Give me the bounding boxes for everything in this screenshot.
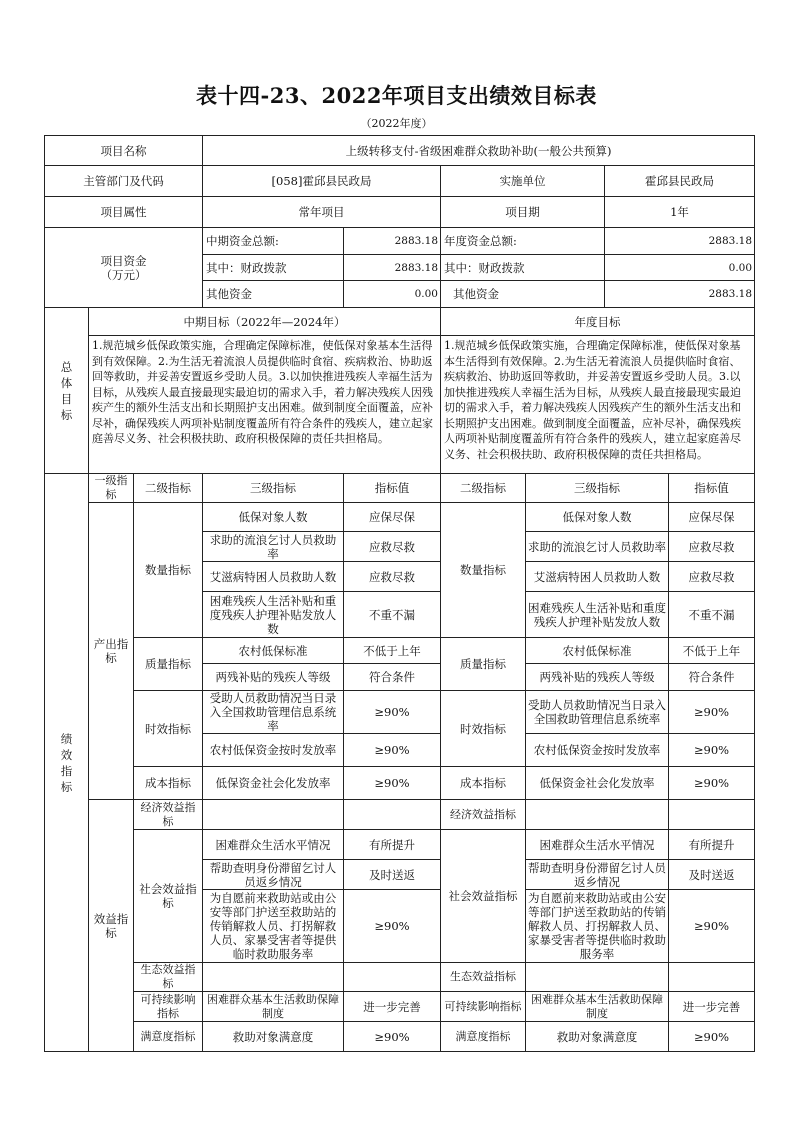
l3-cell-year: 救助对象满意度 [526,1022,669,1052]
table-row [45,767,755,800]
year-fiscal-value: 0.00 [605,255,755,281]
l3-cell: 低保对象人数 [203,503,344,532]
value-cell-year: 有所提升 [669,830,755,860]
timeliness-label-year: 时效指标 [441,691,526,767]
benefit-label: 效益指标 [89,800,134,1052]
row-dept [45,166,755,197]
value-cell-year: 不重不漏 [669,592,755,638]
header-l2: 二级指标 [134,474,203,503]
dept-value: [058]霍邱县民政局 [203,166,441,197]
value-cell: 不重不漏 [344,592,441,638]
table-row [45,800,755,830]
table-row [45,1022,755,1052]
l3-cell: 救助对象满意度 [203,1022,344,1052]
goals-label-text: 总体目标 [60,359,73,422]
row-project-name [45,136,755,166]
quantity-label: 数量指标 [134,503,203,638]
value-cell-year [669,963,755,992]
output-label: 产出指标 [89,503,134,800]
social-label-year: 社会效益指标 [441,830,526,963]
value-cell-year: 进一步完善 [669,992,755,1022]
header-l1: 一级指标 [89,474,134,503]
l3-cell-year: 受助人员救助情况当日录入全国救助管理信息系统率 [526,691,669,734]
ecological-label: 生态效益指标 [134,963,203,992]
social-label: 社会效益指标 [134,830,203,963]
quality-label-year: 质量指标 [441,638,526,691]
l3-cell: 艾滋病特困人员救助人数 [203,562,344,592]
year-other-value: 2883.18 [605,281,755,308]
indicators-label [45,474,89,1052]
mid-fiscal-label: 其中：财政拨款 [203,255,344,281]
quality-label: 质量指标 [134,638,203,691]
indicator-header-row [45,474,755,503]
value-cell-year: ≥90% [669,734,755,767]
value-cell [344,800,441,830]
project-name-label: 项目名称 [45,136,203,166]
table-row [45,691,755,734]
l3-cell-year [526,800,669,830]
l3-cell: 农村低保标准 [203,638,344,664]
timeliness-label: 时效指标 [134,691,203,767]
table-row [45,503,755,532]
satisfaction-label-year: 满意度指标 [441,1022,526,1052]
dept-label: 主管部门及代码 [45,166,203,197]
value-cell-year: 不低于上年 [669,638,755,664]
economic-label-year: 经济效益指标 [441,800,526,830]
l3-cell: 困难群众生活水平情况 [203,830,344,860]
value-cell: ≥90% [344,767,441,800]
economic-label: 经济效益指标 [134,800,203,830]
table-row [45,992,755,1022]
l3-cell: 为自愿前来救助站或由公安等部门护送至救助站的传销解救人员、打拐解救人员、家暴受害者等提供临时救助服务率 [203,890,344,963]
funds-label [45,228,203,308]
mid-total-value: 2883.18 [344,228,441,255]
value-cell: ≥90% [344,734,441,767]
impl-value: 霍邱县民政局 [605,166,755,197]
l3-cell-year: 艾滋病特困人员救助人数 [526,562,669,592]
value-cell-year: ≥90% [669,1022,755,1052]
goals-header-row [45,308,755,336]
l3-cell: 农村低保资金按时发放率 [203,734,344,767]
goals-label [45,308,89,474]
mid-fiscal-value: 2883.18 [344,255,441,281]
goals-table [44,307,755,474]
period-value: 1年 [605,197,755,228]
value-cell: 符合条件 [344,664,441,691]
row-funds-total [45,228,755,255]
row-attr [45,197,755,228]
l3-cell: 困难残疾人生活补贴和重度残疾人护理补贴发放人数 [203,592,344,638]
mid-total-label: 中期资金总额: [203,228,344,255]
attr-label: 项目属性 [45,197,203,228]
period-label: 项目期 [441,197,605,228]
page-subtitle: （2022年度） [360,117,433,130]
l3-cell-year: 困难群众生活水平情况 [526,830,669,860]
l3-cell-year: 低保对象人数 [526,503,669,532]
l3-cell-year: 农村低保标准 [526,638,669,664]
value-cell-year: ≥90% [669,767,755,800]
funds-label-text: 项目资金 [100,253,147,268]
sustainable-label-year: 可持续影响指标 [441,992,526,1022]
value-cell-year: 符合条件 [669,664,755,691]
header-l2-year: 二级指标 [441,474,526,503]
l3-cell-year: 低保资金社会化发放率 [526,767,669,800]
funds-unit: （万元） [100,267,147,282]
l3-cell-year: 困难残疾人生活补贴和重度残疾人护理补贴发放人数 [526,592,669,638]
project-name-value: 上级转移支付-省级困难群众救助补助(一般公共预算) [203,136,755,166]
value-cell: 及时送返 [344,860,441,890]
table-row [45,638,755,664]
quantity-label-year: 数量指标 [441,503,526,638]
mid-goal-text: 1.规范城乡低保政策实施，合理确定保障标准，使低保对象基本生活得到有效保障。2.为生活无着流浪人员提供临时食宿、疾病救治、协助返回等救助，并妥善安置返乡受助人员。3.以加快推进残疾人幸福生活为目标，从残疾人最直接最现实最迫切的需求入手，着力解决残疾人因残疾产生的额外生活支出和长期照护支出困难。做到制度全面覆盖，应补尽补，确保残疾人两项补贴制度覆盖所有符合条件的残疾人，建立起家庭善尽义务、社会积极扶助、政府积极保障的责任共担格局。 [89,336,441,474]
l3-cell-year [526,963,669,992]
l3-cell-year: 为自愿前来救助站或由公安等部门护送至救助站的传销解救人员、打拐解救人员、家暴受害者等提供临时救助服务率 [526,890,669,963]
year-goal-header: 年度目标 [441,308,755,336]
l3-cell: 两残补贴的残疾人等级 [203,664,344,691]
indicators-table [44,473,755,1052]
l3-cell-year: 帮助查明身份滞留乞讨人员返乡情况 [526,860,669,890]
year-total-value: 2883.18 [605,228,755,255]
header-val: 指标值 [344,474,441,503]
l3-cell [203,963,344,992]
value-cell: 不低于上年 [344,638,441,664]
value-cell-year: 应保尽保 [669,503,755,532]
year-goal-text: 1.规范城乡低保政策实施，合理确定保障标准，使低保对象基本生活得到有效保障。2.为生活无着流浪人员提供临时食宿、疾病救治、协助返回等救助，并妥善安置返乡受助人员。3.以加快推进残疾人幸福生活为目标，从残疾人最直接最现实最迫切的需求入手，着力解决残疾人因残疾产生的额外生活支出和长期照护支出困难。做到制度全面覆盖，应补尽补，确保残疾人两项补贴制度覆盖所有符合条件的残疾人，建立起家庭善尽义务、社会积极扶助、政府积极保障的责任共担格局。 [441,336,755,474]
header-val-year: 指标值 [669,474,755,503]
year-other-label: 其他资金 [441,281,605,308]
value-cell-year: ≥90% [669,691,755,734]
attr-value: 常年项目 [203,197,441,228]
l3-cell-year: 农村低保资金按时发放率 [526,734,669,767]
cost-label-year: 成本指标 [441,767,526,800]
value-cell-year [669,800,755,830]
satisfaction-label: 满意度指标 [134,1022,203,1052]
l3-cell: 帮助查明身份滞留乞讨人员返乡情况 [203,860,344,890]
l3-cell [203,800,344,830]
value-cell-year: 应救尽救 [669,562,755,592]
l3-cell-year: 困难群众基本生活救助保障制度 [526,992,669,1022]
l3-cell: 低保资金社会化发放率 [203,767,344,800]
value-cell [344,963,441,992]
year-fiscal-label: 其中：财政拨款 [441,255,605,281]
l3-cell: 受助人员救助情况当日录入全国救助管理信息系统率 [203,691,344,734]
table-row [45,963,755,992]
indicators-label-text: 绩效指标 [60,731,73,794]
value-cell: 应救尽救 [344,532,441,562]
header-l3: 三级指标 [203,474,344,503]
table-row [45,830,755,860]
value-cell: 进一步完善 [344,992,441,1022]
mid-goal-header: 中期目标（2022年—2024年） [89,308,441,336]
ecological-label-year: 生态效益指标 [441,963,526,992]
goals-text-row [45,336,755,474]
page-title: 表十四-23、2022年项目支出绩效目标表 [196,83,597,108]
value-cell: ≥90% [344,1022,441,1052]
basic-info-table [44,135,755,308]
l3-cell-year: 两残补贴的残疾人等级 [526,664,669,691]
mid-other-value: 0.00 [344,281,441,308]
l3-cell: 求助的流浪乞讨人员救助率 [203,532,344,562]
year-total-label: 年度资金总额: [441,228,605,255]
value-cell: ≥90% [344,691,441,734]
sustainable-label: 可持续影响指标 [134,992,203,1022]
l3-cell: 困难群众基本生活救助保障制度 [203,992,344,1022]
value-cell: 应保尽保 [344,503,441,532]
mid-other-label: 其他资金 [203,281,344,308]
header-l3-year: 三级指标 [526,474,669,503]
value-cell: 应救尽救 [344,562,441,592]
l3-cell-year: 求助的流浪乞讨人员救助率 [526,532,669,562]
impl-label: 实施单位 [441,166,605,197]
value-cell: 有所提升 [344,830,441,860]
cost-label: 成本指标 [134,767,203,800]
value-cell-year: 应救尽救 [669,532,755,562]
value-cell-year: ≥90% [669,890,755,963]
value-cell: ≥90% [344,890,441,963]
value-cell-year: 及时送返 [669,860,755,890]
